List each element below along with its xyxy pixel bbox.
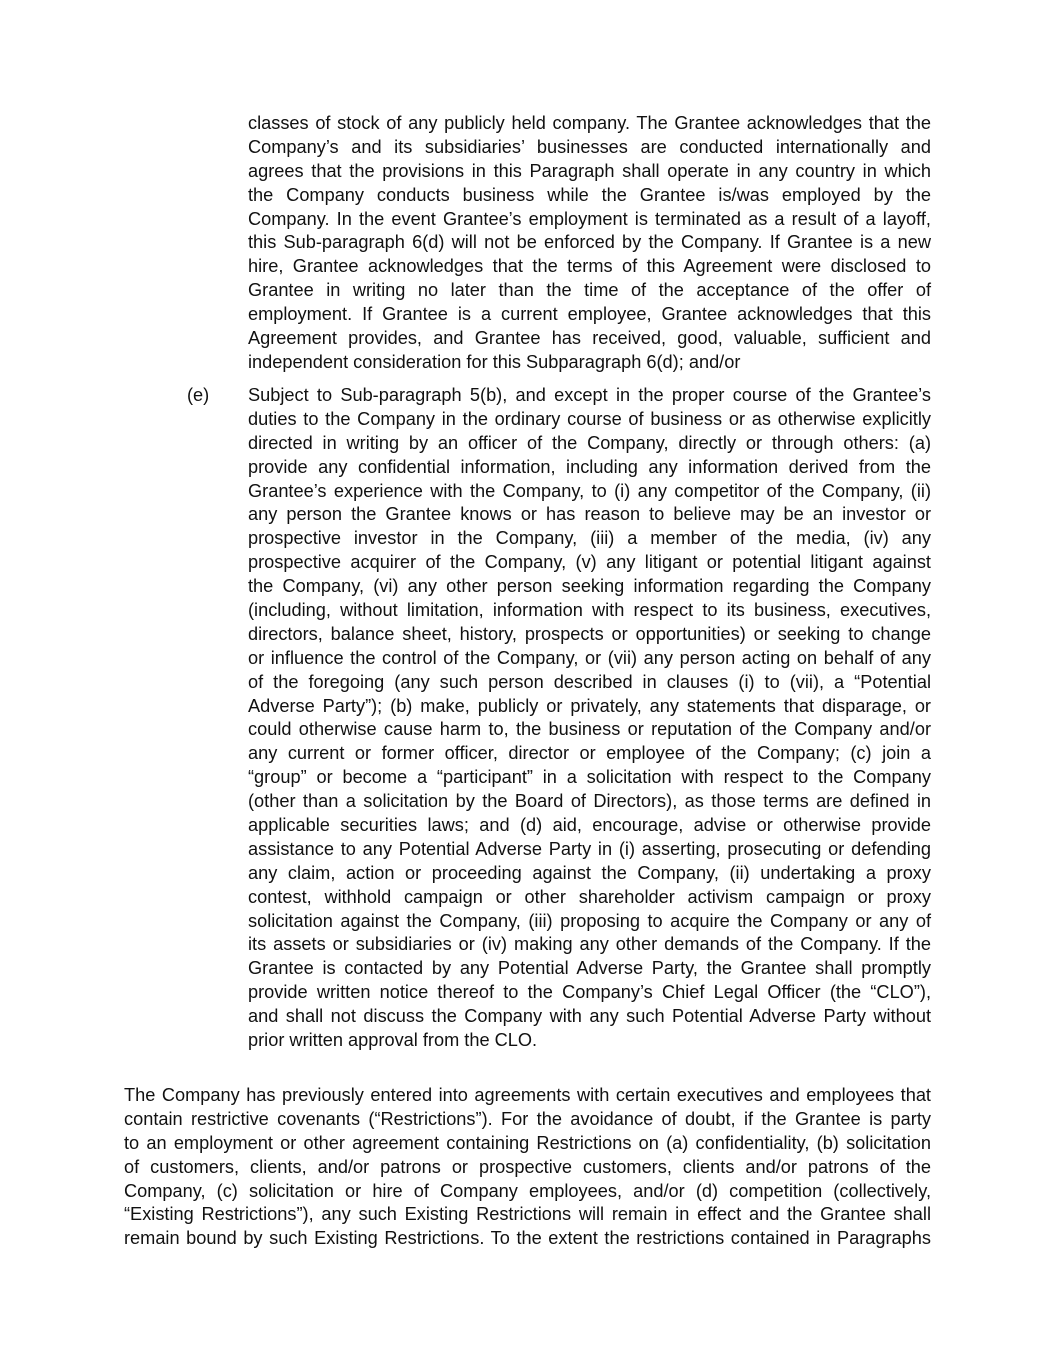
- text-line: hire, Grantee acknowledges that the terms of this Agreement were disclosed to: [248, 256, 931, 277]
- text-line: duties to the Company in the ordinary course of business or as otherwise explicitly: [248, 408, 931, 429]
- text-line: The Company has previously entered into agreements with certain executives and employees that: [124, 1085, 931, 1105]
- text-line: (other than a solicitation by the Board of Directors), as those terms are defined in: [248, 791, 931, 812]
- text-line: Adverse Party”); (b) make, publicly or privately, any statements that disparage, or: [248, 695, 931, 716]
- text-line: this Sub-paragraph 6(d) will not be enforced by the Company. If Grantee is a new: [248, 232, 931, 253]
- text-line: directed in writing by an officer of the Company, directly or through others: (a): [248, 432, 931, 453]
- text-line: remain bound by such Existing Restrictions. To the extent the restrictions contained in Paragraphs: [124, 1228, 931, 1249]
- text-line: prospective acquirer of the Company, (v) any litigant or potential litigant against: [248, 552, 931, 573]
- text-line: of customers, clients, and/or patrons or prospective customers, clients and/or patrons of the: [124, 1156, 931, 1177]
- text-line: employment. If Grantee is a current employee, Grantee acknowledges that this: [248, 304, 931, 325]
- text-line: any person the Grantee knows or has reason to believe may be an investor or: [248, 504, 931, 525]
- text-line: contest, withhold campaign or other shareholder activism campaign or proxy: [248, 886, 931, 907]
- text-line: Grantee in writing no later than the time of the acceptance of the offer of: [248, 280, 931, 301]
- paragraph-e: [248, 384, 931, 1053]
- paragraph-e-label: (e): [187, 385, 210, 405]
- text-line: Grantee’s experience with the Company, to (i) any competitor of the Company, (ii): [248, 480, 931, 501]
- text-line: the Company conducts business while the Grantee is/was employed by the: [248, 184, 931, 205]
- text-line: the Company, (vi) any other person seeking information regarding the Company: [248, 576, 931, 597]
- text-line: classes of stock of any publicly held company. The Grantee acknowledges that the: [248, 113, 931, 133]
- text-line: agrees that the provisions in this Paragraph shall operate in any country in which: [248, 160, 931, 181]
- text-line: any claim, action or proceeding against the Company, (ii) undertaking a proxy: [248, 862, 931, 883]
- text-line: “Existing Restrictions”), any such Existing Restrictions will remain in effect and the Grantee shall: [124, 1204, 931, 1225]
- text-line: (including, without limitation, information with respect to its business, executives,: [248, 600, 931, 621]
- text-line: provide any confidential information, including any information derived from the: [248, 456, 931, 477]
- text-line: “group” or become a “participant” in a solicitation with respect to the Company: [248, 767, 931, 788]
- text-line: any current or former officer, director or employee of the Company; (c) join a: [248, 743, 931, 764]
- text-line: to an employment or other agreement containing Restrictions on (a) confidentiality, (b) solicitation: [124, 1132, 931, 1153]
- text-line: applicable securities laws; and (d) aid, encourage, advise or otherwise provide: [248, 815, 931, 836]
- paragraph-existing-restrictions: [124, 1084, 931, 1251]
- text-line: its assets or subsidiaries or (iv) making any other demands of the Company. If the: [248, 934, 931, 955]
- text-line: Company’s and its subsidiaries’ businesses are conducted internationally and: [248, 136, 931, 157]
- text-line: Company, (c) solicitation or hire of Company employees, and/or (d) competition (collectively,: [124, 1180, 931, 1201]
- text-line: assistance to any Potential Adverse Party in (i) asserting, prosecuting or defending: [248, 838, 931, 859]
- text-line: or influence the control of the Company, or (vii) any person acting on behalf of any: [248, 647, 931, 668]
- text-line: and shall not discuss the Company with any such Potential Adverse Party without: [248, 1006, 931, 1027]
- text-line: Company. In the event Grantee’s employment is terminated as a result of a layoff,: [248, 208, 931, 229]
- text-line: contain restrictive covenants (“Restrictions”). For the avoidance of doubt, if the Grantee is party: [124, 1108, 931, 1129]
- text-line: prior written approval from the CLO.: [248, 1030, 538, 1051]
- text-line: Grantee is contacted by any Potential Adverse Party, the Grantee shall promptly: [248, 958, 931, 979]
- text-line: Subject to Sub-paragraph 5(b), and except in the proper course of the Grantee’s: [248, 385, 931, 405]
- text-line: directors, balance sheet, history, prospects or opportunities) or seeking to change: [248, 623, 931, 644]
- text-line: prospective investor in the Company, (iii) a member of the media, (iv) any: [248, 528, 931, 549]
- text-line: of the foregoing (any such person described in clauses (i) to (vii), a “Potential: [248, 671, 931, 692]
- text-line: independent consideration for this Subparagraph 6(d); and/or: [248, 351, 741, 372]
- text-line: provide written notice thereof to the Company’s Chief Legal Officer (the “CLO”),: [248, 982, 931, 1003]
- text-line: Agreement provides, and Grantee has received, good, valuable, sufficient and: [248, 328, 931, 349]
- paragraph-d-continuation: [248, 112, 931, 375]
- text-line: solicitation against the Company, (iii) proposing to acquire the Company or any of: [248, 910, 931, 931]
- text-line: could otherwise cause harm to, the business or reputation of the Company and/or: [248, 719, 931, 740]
